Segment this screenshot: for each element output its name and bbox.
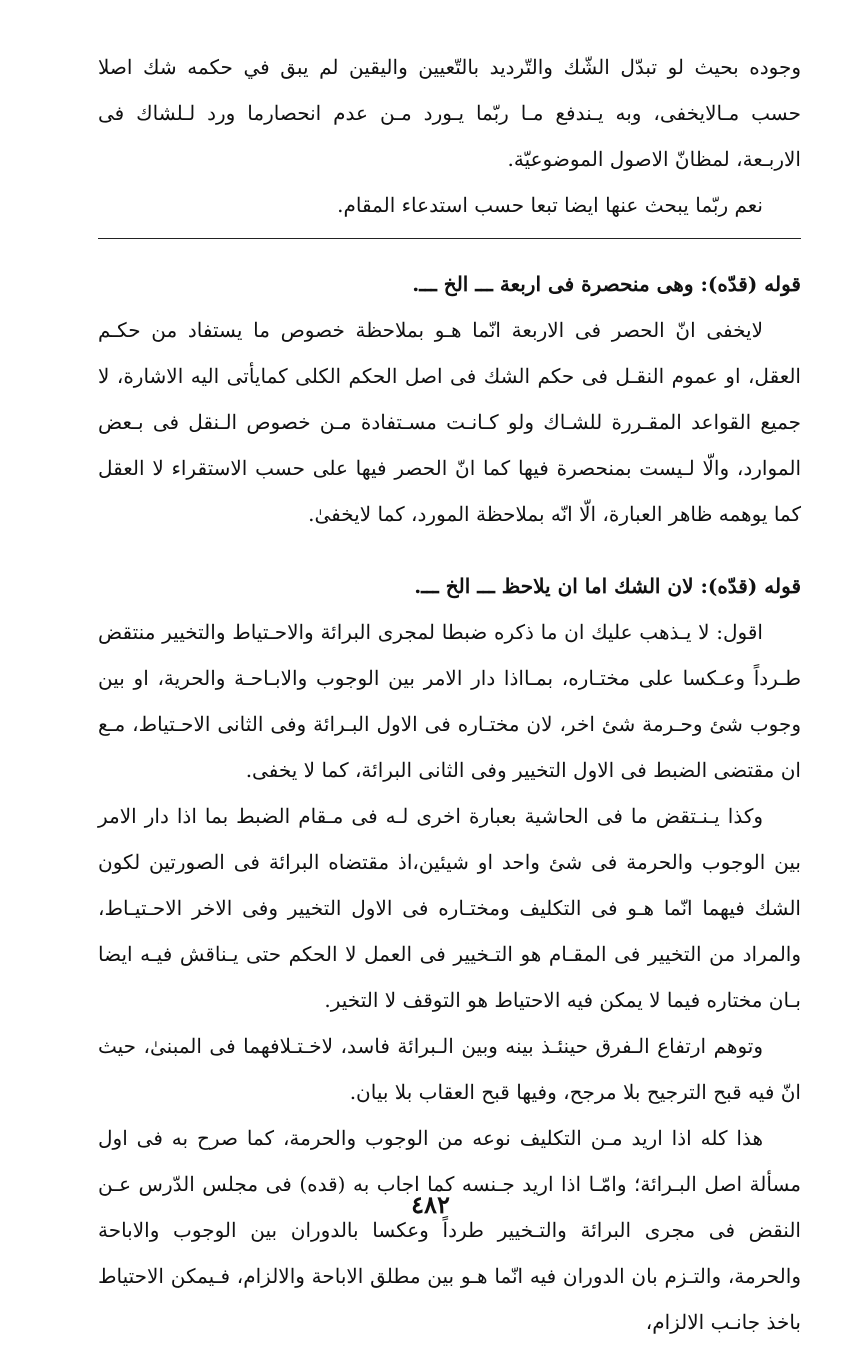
section-2-paragraph-1: اقول: لا يـذهب عليك ان ما ذكره ضبطا لمجرى البرائة والاحـتياط والتخيير منتقض طـرداً وعـكسا على مختـاره، بمـااذا دار الامر بين الوجوب والابـاحـة والحرية، او بين وجوب شئ وحـرمة شئ اخر، لان مختـاره فى الاول البـرائة وفى الثانى الاحـتياط، مـع ان مقتضى الضبط فى الاول التخيير وفى الثانى البرائة، كما لا يخفى. (98, 620, 801, 782)
section-heading-2: قوله (قدّه): لان الشك اما ان يلاحظ ـــ الخ ـــ. (414, 574, 801, 598)
section-2-paragraph-2: وكذا يـنـتقض ما فى الحاشية بعبارة اخرى لـه فى مـقام الضبط بما اذا دار الامر بين الوجوب والحرمة فى شئ واحد او شيئين،اذ مقتضاه البرائة فى الصورتين لكون الشك فيهما انّما هـو فى التكليف ومختـاره فى الاول التخيير وفى الاخر الاحـتيـاط، والمراد من التخيير فى المقـام هو التـخيير فى العمل لا الحكم حتى يـناقش فيـه ايضا بـان مختاره فيما لا يمكن فيه الاحتياط هو التوقف لا التخير. (98, 804, 802, 1012)
top-paragraph-2: نعم ربّما يبحث عنها ايضا تبعا حسب استدعاء المقام. (337, 193, 763, 217)
section-2-paragraph-4: هذا كله اذا اريد مـن التكليف نوعه من الوجوب والحرمة، كما صرح به فى اول مسألة اصل البـرائة؛ وامّـا اذا اريد جـنسه كما اجاب به (قده) فى مجلس الدّرس عـن النقض فى مجرى البرائة والتـخيير طرداً وعكسا بالدوران بين الوجوب والاباحة والحرمة، والتـزم بان الدوران فيه انّما هـو بين مطلق الاباحة والالزام، فـيمكن الاحتياط باخذ جانـب الالزام، (98, 1126, 801, 1334)
page-number: ٤٨٢ (411, 1190, 450, 1219)
section-heading-1: قوله (قدّه): وهى منحصرة فى اربعة ـــ الخ ـــ. (412, 272, 801, 296)
section-1-paragraph: لايخفى انّ الحصر فى الاربعة انّما هـو بملاحظة خصوص ما يستفاد من حكـم العقل، او عموم النقـل فى حكم الشك فى اصل الحكم الكلى كمايأتى اليه الاشارة، لا جميع القواعد المقـررة للشـاك ولو كـانـت مسـتفادة مـن خصوص الـنقل فى بـعض الموارد، والّا لـيست بمنحصرة فيها كما انّ الحصر فيها على حسب الاستقراء لا العقل كما يوهمه ظاهر العبارة، الّا انّه بملاحظة المورد، كما لايخفىٰ. (98, 318, 801, 526)
page-body (98, 44, 801, 1345)
top-paragraph-1: وجوده بحيث لو تبدّل الشّك والتّرديد بالتّعيين واليقين لم يبق في حكمه شك اصلا حسب مـالايخفى، وبه يـندفع مـا ربّما يـورد مـن عدم انحصارما ورد لـلشاك فى الاربـعة، لمظانّ الاصول الموضوعيّة. (98, 55, 801, 171)
section-2-paragraph-3: وتوهم ارتفاع الـفرق حينئـذ بينه وبين الـبرائة فاسد، لاخـتـلافهما فى المبنىٰ، حيث انّ فيه قبح الترجيح بلا مرجح، وفيها قبح العقاب بلا بيان. (98, 1034, 801, 1104)
section-divider (98, 238, 801, 239)
